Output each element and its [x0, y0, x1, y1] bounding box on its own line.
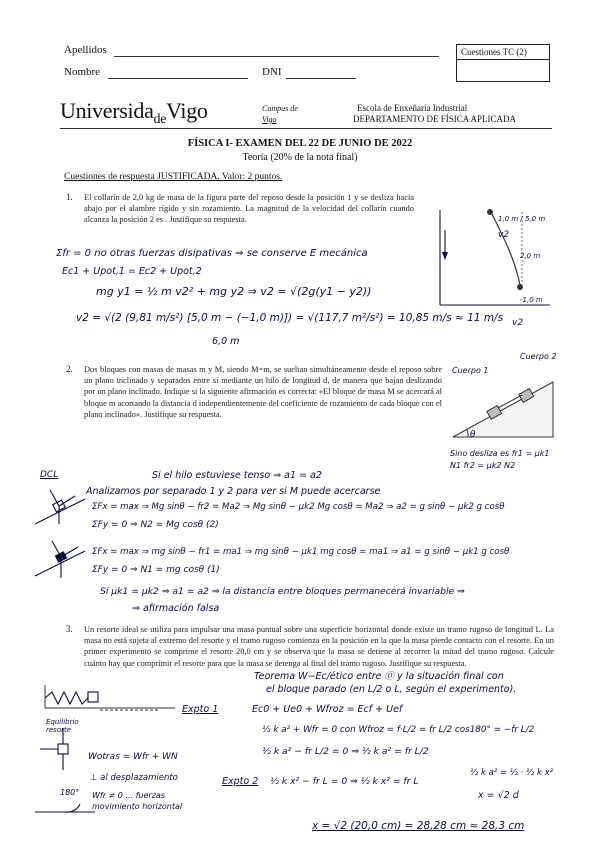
- dcl-block-2: [30, 484, 90, 534]
- figure-1-v2-bot: v2: [512, 318, 524, 328]
- figure-1-v2-top: v2: [498, 230, 510, 240]
- figure-1-label-bot: -1,0 m: [520, 296, 543, 304]
- dni-label: DNI: [262, 66, 282, 78]
- figure-3-fbd: [30, 724, 100, 774]
- answer-3-exp2-label: Expto 2: [222, 776, 259, 787]
- answer-2-side: Sino desliza es fr1 = μk1 N1 fr2 = μk2 N2: [450, 449, 550, 470]
- nombre-line: [108, 78, 248, 79]
- answer-2-intro: Si el hilo estuviese tenso ⇒ a1 = a2: [152, 470, 322, 481]
- figure-2-theta: θ: [470, 430, 476, 440]
- figure-2-incline: [448, 372, 558, 442]
- answer-3-perp: ⊥ al desplazamiento: [90, 773, 178, 783]
- answer-2-eq4: ΣFy = 0 ⇒ N1 = mg cosθ (1): [92, 565, 220, 575]
- figure-2-cuerpo2: Cuerpo 2: [520, 352, 557, 361]
- dcl-block-1: [30, 536, 90, 586]
- score-box: [456, 44, 550, 82]
- answer-3-eq-e: x = √2 d: [478, 790, 519, 801]
- answer-3-equil: Equilibrio resorte: [46, 718, 79, 734]
- answer-2-eq1: ΣFx = max ⇒ Mg sinθ − fr2 = Ma2 ⇒ Mg sinθ − μk2 Mg cosθ = Ma2 ⇒ a2 = g sinθ − μk2 g cosθ: [92, 502, 505, 512]
- answer-3-teorema1: Teorema W−Ec/ético entre ⓪ y la situación final con: [254, 671, 504, 682]
- logo-part1: Universida: [60, 98, 154, 123]
- exam-instructions: Cuestiones de respuesta JUSTIFICADA. Valor: 2 puntos.: [64, 172, 283, 182]
- question-2-number: 2.: [66, 364, 73, 374]
- figure-1-wire: [430, 190, 560, 330]
- answer-3-nofr: Wfr ≠ 0 ... fuerzas movimiento horizontal: [92, 791, 183, 811]
- exam-title: FÍSICA I- EXAMEN DEL 22 DE JUNIO DE 2022: [187, 138, 413, 149]
- figure-1-label-top: 1,0 m / 5,0 m: [498, 215, 546, 223]
- dni-line: [286, 78, 356, 79]
- answer-2-concl2: ⇒ afirmación falsa: [132, 603, 220, 614]
- campus-line1: Campus de: [262, 104, 298, 113]
- answer-3-exp1-eq: Ec0 + Ue0 + Wfroz = Ecf + Uef: [252, 704, 403, 715]
- university-logo: [60, 98, 208, 128]
- question-1-number: 1.: [66, 192, 73, 202]
- answer-1-line4: v2 = √(2 (9,81 m/s²) [5,0 m − (−1,0 m)]) = √(117,7 m²/s²) = 10,85 m/s ≈ 11 m/s: [76, 312, 504, 324]
- answer-1-under: 6,0 m: [212, 336, 240, 347]
- answer-2-eq3: ΣFx = max ⇒ mg sinθ − fr1 = ma1 ⇒ mg sinθ − μk1 mg cosθ = ma1 ⇒ a1 = g sinθ − μk1 g cosθ: [92, 547, 510, 557]
- answer-3-result: x = √2 (20,0 cm) = 28,28 cm ≈ 28,3 cm: [312, 820, 525, 832]
- answer-3-eq-b: ½ k a² − fr L/2 = 0 ⇒ ½ k a² = fr L/2: [262, 746, 429, 757]
- answer-3-wotras: Wotras = Wfr + WN: [88, 752, 178, 762]
- question-3-number: 3.: [66, 624, 73, 634]
- answer-1-line2: Ec1 + Upot,1 = Ec2 + Upot,2: [62, 266, 202, 277]
- header-rule: [60, 128, 552, 129]
- answer-3-eq-c: ½ k x² − fr L = 0 ⇒ ½ k x² = fr L: [270, 776, 419, 787]
- apellidos-line: [114, 56, 439, 57]
- logo-part2: de: [153, 112, 167, 127]
- answer-2-eq2: ΣFy = 0 ⇒ N2 = Mg cosθ (2): [92, 520, 219, 530]
- apellidos-label: Apellidos: [64, 44, 107, 56]
- score-box-label: Cuestiones TC (2): [457, 45, 549, 60]
- school-line2: DEPARTAMENTO DE FÍSICA APLICADA: [353, 114, 517, 124]
- answer-3-angle: 180°: [60, 788, 80, 797]
- figure-3-spring: [40, 680, 180, 720]
- answer-3-exp1-label: Expto 1: [182, 704, 219, 715]
- answer-2-concl1: Si μk1 = μk2 ⇒ a1 = a2 ⇒ la distancia entre bloques permanecerá invariable ⇒: [100, 586, 465, 597]
- figure-1-label-mid: 2,0 m: [520, 252, 541, 260]
- school-line1: Escola de Enxeñaría Industrial: [357, 103, 468, 113]
- answer-3-eq-a: ½ k a² + Wfr = 0 con Wfroz = f·L/2 = fr L/2 cos180° = −fr L/2: [262, 725, 535, 735]
- campus-label: [262, 103, 298, 125]
- answer-1-line3: mg y1 = ½ m v2² + mg y2 ⇒ v2 = √(2g(y1 − y2)): [96, 285, 372, 298]
- question-2-text: Dos bloques con masas de masas m y M, siendo M=m, se sueltan simultáneamente desde el reposo sobre un plano inclinado y separados entre sí mediante un hilo de longitud d, de manera que bajan deslizando por un plano inclinado. Indique si la siguiente afirmación es correcta: «El bloque de masa M se acercará al bloque m acortando la distancia d independientemente del coeficiente de rozamiento de cada bloque con el plano inclinado». Justifique su respuesta.: [84, 365, 442, 419]
- school-label: [353, 103, 516, 125]
- logo-part3: Vigo: [166, 98, 208, 123]
- exam-subtitle: Teoría (20% de la nota final): [242, 152, 358, 163]
- nombre-label: Nombre: [64, 66, 101, 78]
- figure-2-cuerpo1: Cuerpo 1: [452, 366, 489, 375]
- answer-3-eq-d: ½ k a² = ½ · ½ k x²: [470, 768, 554, 778]
- question-1-text: El collarín de 2,0 kg de masa de la figura parte del reposo desde la posición 1 y se desliza hacia abajo por el alambre rígido y sin rozamiento. La magnitud de la velocidad del collarín cuando alcanza la posición 2 es . Justifique su respuesta.: [84, 193, 414, 225]
- answer-2-dcl: DCL: [40, 470, 59, 480]
- campus-line2: Vigo: [262, 115, 277, 124]
- question-3-text: Un resorte ideal se utiliza para impulsar una masa puntual sobre una superficie horizontal donde existe un tramo rugoso de longitud L. La masa no está sujeta al extremo del resorte y el tramo rugoso comienza en la posición en la que la masa pierde contacto con el resorte. En un primer experimento se comprime el resorte 20,0 cm y se observa que la masa se detiene al recorrer la mitad del tramo rugoso. Calcule cuánto hay que comprimir el resorte para que la masa se detenga al final del tramo rugoso. Justifique su respuesta.: [84, 625, 554, 668]
- answer-1-line1: Σfr = 0 no otras fuerzas disipativas ⇒ se conserve E mecánica: [56, 248, 368, 259]
- answer-2-analisis: Analizamos por separado 1 y 2 para ver si M puede acercarse: [86, 486, 381, 497]
- answer-3-teorema2: el bloque parado (en L/2 o L, según el experimento).: [266, 684, 517, 695]
